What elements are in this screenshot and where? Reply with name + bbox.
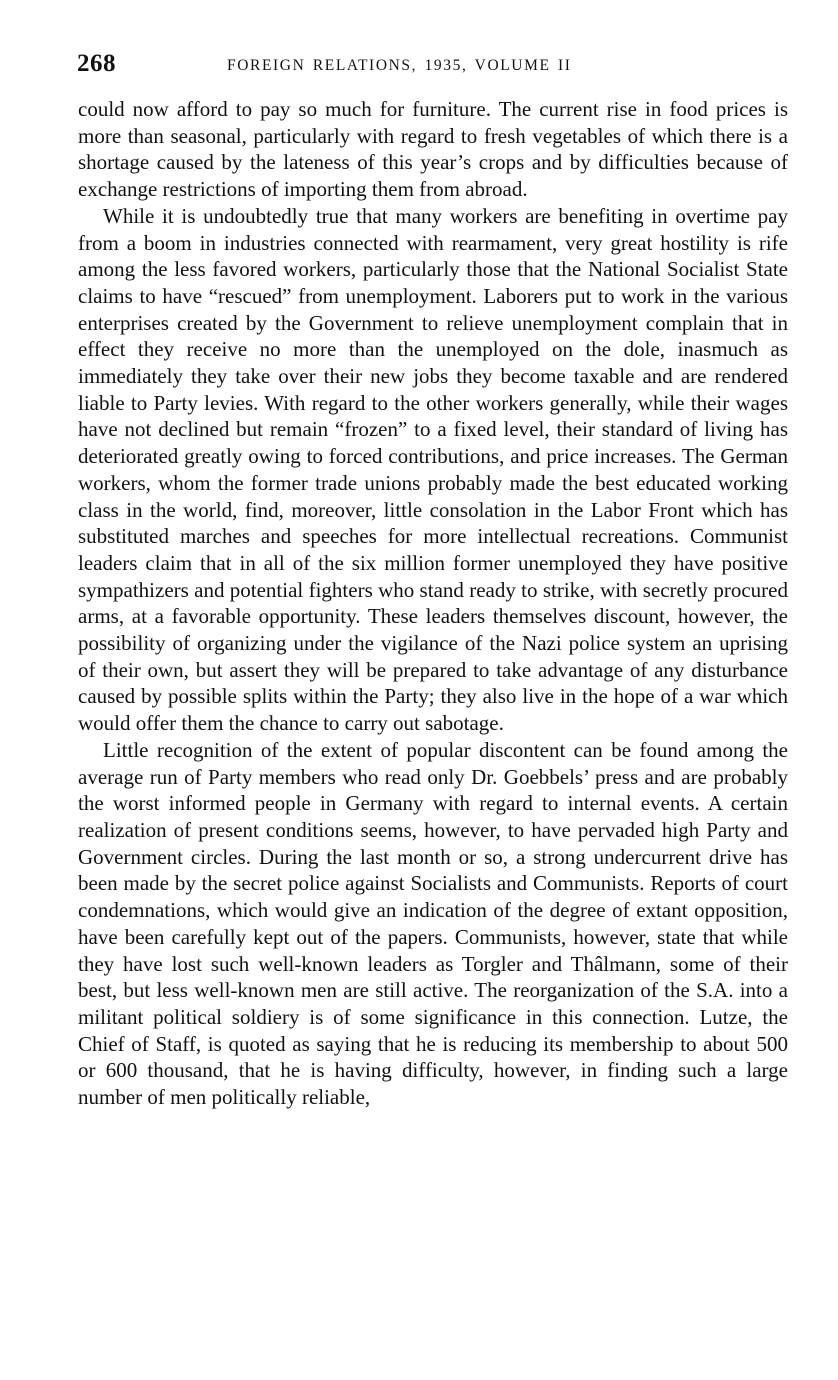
running-head: FOREIGN RELATIONS, 1935, VOLUME II: [227, 57, 572, 74]
page-number: 268: [77, 50, 116, 77]
paragraph-workers: While it is undoubtedly true that many workers are benefiting in overtime pay from a boom in industries connected with rearmament, very great hostility is rife among the less favored workers, particularly those that the National Socialist State claims to have “rescued” from unemployment. Laborers put to work in the various enterprises created by the Government to relieve unemployment complain that in effect they receive no more than the unemployed on the dole, inasmuch as immediately they take over their new jobs they become taxable and are rendered liable to Party levies. With regard to the other workers generally, while their wages have not declined but remain “frozen” to a fixed level, their standard of living has deteriorated greatly owing to forced contributions, and price increases. The German workers, whom the former trade unions probably made the best educated working class in the world, find, moreover, little consolation in the Labor Front which has substituted marches and speeches for more intellectual recreations. Communist leaders claim that in all of the six million former unemployed they have positive sympathizers and potential fighters who stand ready to strike, with secretly procured arms, at a favorable opportunity. These leaders themselves discount, however, the possibility of organizing under the vigilance of the Nazi police system an uprising of their own, but assert they will be prepared to take advantage of any disturbance caused by possible splits within the Party; they also live in the hope of a war which would offer them the chance to carry out sabotage.: [78, 203, 788, 736]
page-header: [77, 50, 785, 82]
body-text: [78, 96, 788, 1111]
paragraph-discontent: Little recognition of the extent of popular discontent can be found among the average run of Party members who read only Dr. Goebbels’ press and are probably the worst informed people in Germany with regard to internal events. A certain realization of present conditions seems, however, to have pervaded high Party and Government circles. During the last month or so, a strong undercurrent drive has been made by the secret police against Socialists and Communists. Reports of court condemnations, which would give an indication of the degree of extant opposition, have been carefully kept out of the papers. Communists, however, state that while they have lost such well-known leaders as Torgler and Thâlmann, some of their best, but less well-known men are still active. The reorganization of the S.A. into a militant political soldiery is of some significance in this connection. Lutze, the Chief of Staff, is quoted as saying that he is reducing its membership to about 500 or 600 thousand, that he is having difficulty, however, in finding such a large number of men politically reliable,: [78, 737, 788, 1110]
paragraph-continued: could now afford to pay so much for furniture. The current rise in food prices is more than seasonal, particularly with regard to fresh vegetables of which there is a shortage caused by the lateness of this year’s crops and by difficulties because of exchange restrictions of importing them from abroad.: [78, 97, 788, 202]
